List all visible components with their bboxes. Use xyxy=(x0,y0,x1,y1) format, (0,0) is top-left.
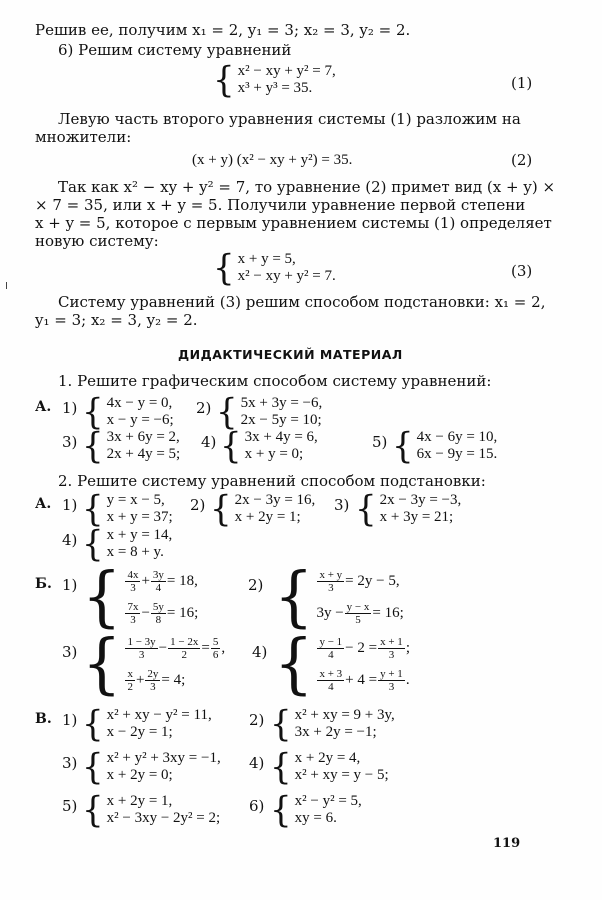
task-1-system-4: { 3x + 4y = 6, x + y = 0; xyxy=(220,425,318,467)
system-line: x² + y² + 3xy = −1, xyxy=(106,750,221,766)
system-line: 4x − y = 0, xyxy=(106,395,173,411)
group-a-label: А. xyxy=(35,496,52,512)
system-line: x² + xy = y − 5; xyxy=(294,767,389,783)
system-1: { x² − xy + y² = 7, x³ + y³ = 35. xyxy=(213,59,336,101)
item-number: 1) xyxy=(62,711,78,729)
system-3: { x + y = 5, x² − xy + y² = 7. xyxy=(213,247,336,289)
paragraph-line: Так как x² − xy + y² = 7, то уравнение (2) примет вид (x + y) × xyxy=(58,178,556,196)
system-line: x + 3y = 21; xyxy=(379,509,454,525)
system-line: $\frac{1 - 3y}{3}$ − $\frac{1 - 2x}{2}$ = $\frac{5}{6}$ , xyxy=(127,636,226,662)
step-6-heading: 6) Решим систему уравнений xyxy=(58,41,292,59)
item-number: 4) xyxy=(201,433,217,451)
task-1-title: 1. Решите графическим способом систему уравнений: xyxy=(58,372,492,390)
item-number: 2) xyxy=(249,711,265,729)
system-line: 4x − 6y = 10, xyxy=(416,429,498,445)
task-1-system-1: { 4x − y = 0, x − y = −6; xyxy=(82,391,174,433)
solution-line: Решив ее, получим x₁ = 2, y₁ = 3; x₂ = 3, y₂ = 2. xyxy=(35,21,411,39)
system-1-line: x³ + y³ = 35. xyxy=(237,80,313,96)
system-line: x − y = −6; xyxy=(106,412,174,428)
paragraph-line: x + y = 5, которое с первым уравнением системы (1) определяет xyxy=(35,214,552,232)
system-line: x + 2y = 1, xyxy=(106,793,173,809)
system-line: $\frac{x}{2}$ + $\frac{2y}{3}$ = 4; xyxy=(127,668,186,694)
system-line: $\frac{4x}{3}$ + $\frac{3y}{4}$ = 18, xyxy=(127,569,198,595)
item-number: 3) xyxy=(334,496,350,514)
paragraph-line: y₁ = 3; x₂ = 3, y₂ = 2. xyxy=(35,311,198,329)
paragraph-line: Левую часть второго уравнения системы (1) разложим на xyxy=(58,110,521,128)
task-1-system-3: { 3x + 6y = 2, 2x + 4y = 5; xyxy=(82,425,181,467)
task-2v-system-3: { x² + y² + 3xy = −1, x + 2y = 0; xyxy=(82,746,221,788)
task-1-system-5: { 4x − 6y = 10, 6x − 9y = 15. xyxy=(392,425,498,467)
task-2b-system-3: { $\frac{1 - 3y}{3}$ − $\frac{1 - 2x}{2}$ = $\frac{5}{6}$ , $\frac{x}{2}$ + $\frac{2y}{3}$ = 4; xyxy=(82,625,226,702)
system-line: 2x − 3y = 16, xyxy=(234,492,316,508)
item-number: 2) xyxy=(190,496,206,514)
equation-number-2: (2) xyxy=(511,151,533,169)
item-number: 2) xyxy=(196,399,212,417)
paragraph-line: × 7 = 35, или x + y = 5. Получили уравнение первой степени xyxy=(35,196,526,214)
system-line: x + 2y = 0; xyxy=(106,767,173,783)
system-line: x² − y² = 5, xyxy=(294,793,362,809)
item-number: 4) xyxy=(62,531,78,549)
task-2a-system-2: { 2x − 3y = 16, x + 2y = 1; xyxy=(210,488,316,530)
system-line: 3x + 2y = −1; xyxy=(294,724,377,740)
system-line: $\frac{x + y}{3}$ = 2y − 5, xyxy=(319,569,400,595)
item-number: 4) xyxy=(249,754,265,772)
task-2a-system-3: { 2x − 3y = −3, x + 3y = 21; xyxy=(355,488,462,530)
paragraph-line: Систему уравнений (3) решим способом подстановки: x₁ = 2, xyxy=(58,293,546,311)
section-title: ДИДАКТИЧЕСКИЙ МАТЕРИАЛ xyxy=(178,347,403,362)
item-number: 1) xyxy=(62,576,78,594)
system-line: 2x + 4y = 5; xyxy=(106,446,181,462)
task-2v-system-4: { x + 2y = 4, x² + xy = y − 5; xyxy=(270,746,389,788)
paragraph-line: новую систему: xyxy=(35,232,159,250)
group-b-label: Б. xyxy=(35,576,52,592)
system-3-line: x + y = 5, xyxy=(237,251,296,267)
system-line: x − 2y = 1; xyxy=(106,724,173,740)
task-2v-system-1: { x² + xy − y² = 11, x − 2y = 1; xyxy=(82,703,212,745)
item-number: 3) xyxy=(62,754,78,772)
group-a-label: А. xyxy=(35,399,52,415)
item-number: 5) xyxy=(62,797,78,815)
system-line: 2x − 3y = −3, xyxy=(379,492,462,508)
task-2v-system-6: { x² − y² = 5, xy = 6. xyxy=(270,789,362,831)
task-2b-system-4: { $\frac{y - 1}{4}$ − 2 = $\frac{x + 1}{3}$ ; $\frac{x + 3}{4}$ + 4 = $\frac{y + 1}{3}$ . xyxy=(274,625,410,702)
system-line: x² + xy = 9 + 3y, xyxy=(294,707,395,723)
margin-mark xyxy=(6,282,7,289)
item-number: 3) xyxy=(62,643,78,661)
system-line: 2x − 5y = 10; xyxy=(240,412,322,428)
task-2v-system-2: { x² + xy = 9 + 3y, 3x + 2y = −1; xyxy=(270,703,395,745)
item-number: 4) xyxy=(252,643,268,661)
system-line: x + y = 0; xyxy=(244,446,304,462)
system-line: 3y − $\frac{y - x}{5}$ = 16; xyxy=(316,601,404,627)
system-line: x + y = 37; xyxy=(106,509,173,525)
system-line: x + y = 14, xyxy=(106,527,173,543)
task-2a-system-4: { x + y = 14, x = 8 + y. xyxy=(82,523,173,565)
system-line: 5x + 3y = −6, xyxy=(240,395,323,411)
system-1-line: x² − xy + y² = 7, xyxy=(237,63,336,79)
equation-number-3: (3) xyxy=(511,262,533,280)
system-3-line: x² − xy + y² = 7. xyxy=(237,268,336,284)
system-line: $\frac{y - 1}{4}$ − 2 = $\frac{x + 1}{3}$ ; xyxy=(319,636,410,662)
task-1-system-2: { 5x + 3y = −6, 2x − 5y = 10; xyxy=(216,391,323,433)
system-line: x = 8 + y. xyxy=(106,544,164,560)
item-number: 3) xyxy=(62,433,78,451)
system-line: 3x + 4y = 6, xyxy=(244,429,318,445)
group-v-label: В. xyxy=(35,711,52,727)
system-line: x + 2y = 1; xyxy=(234,509,301,525)
system-line: $\frac{7x}{3}$ − $\frac{5y}{8}$ = 16; xyxy=(127,601,199,627)
task-2v-system-5: { x + 2y = 1, x² − 3xy − 2y² = 2; xyxy=(82,789,221,831)
system-line: xy = 6. xyxy=(294,810,337,826)
task-2b-system-2: { $\frac{x + y}{3}$ = 2y − 5, 3y − $\frac{y - x}{5}$ = 16; xyxy=(274,558,404,635)
page-number: 119 xyxy=(493,836,521,851)
system-line: x² − 3xy − 2y² = 2; xyxy=(106,810,221,826)
system-line: x² + xy − y² = 11, xyxy=(106,707,212,723)
task-2a-system-1: { y = x − 5, x + y = 37; xyxy=(82,488,173,530)
system-line: 6x − 9y = 15. xyxy=(416,446,498,462)
system-line: y = x − 5, xyxy=(106,492,165,508)
system-line: x + 2y = 4, xyxy=(294,750,361,766)
item-number: 1) xyxy=(62,399,78,417)
task-2-title: 2. Решите систему уравнений способом подстановки: xyxy=(58,472,486,490)
system-line: $\frac{x + 3}{4}$ + 4 = $\frac{y + 1}{3}$ . xyxy=(319,668,410,694)
system-line: 3x + 6y = 2, xyxy=(106,429,180,445)
item-number: 5) xyxy=(372,433,388,451)
equation-number-1: (1) xyxy=(511,74,533,92)
paragraph-line: множители: xyxy=(35,128,132,146)
item-number: 6) xyxy=(249,797,265,815)
item-number: 1) xyxy=(62,496,78,514)
item-number: 2) xyxy=(248,576,264,594)
equation-2: (x + y) (x² − xy + y²) = 35. xyxy=(192,152,353,168)
task-2b-system-1: { $\frac{4x}{3}$ + $\frac{3y}{4}$ = 18, $\frac{7x}{3}$ − $\frac{5y}{8}$ = 16; xyxy=(82,558,199,635)
